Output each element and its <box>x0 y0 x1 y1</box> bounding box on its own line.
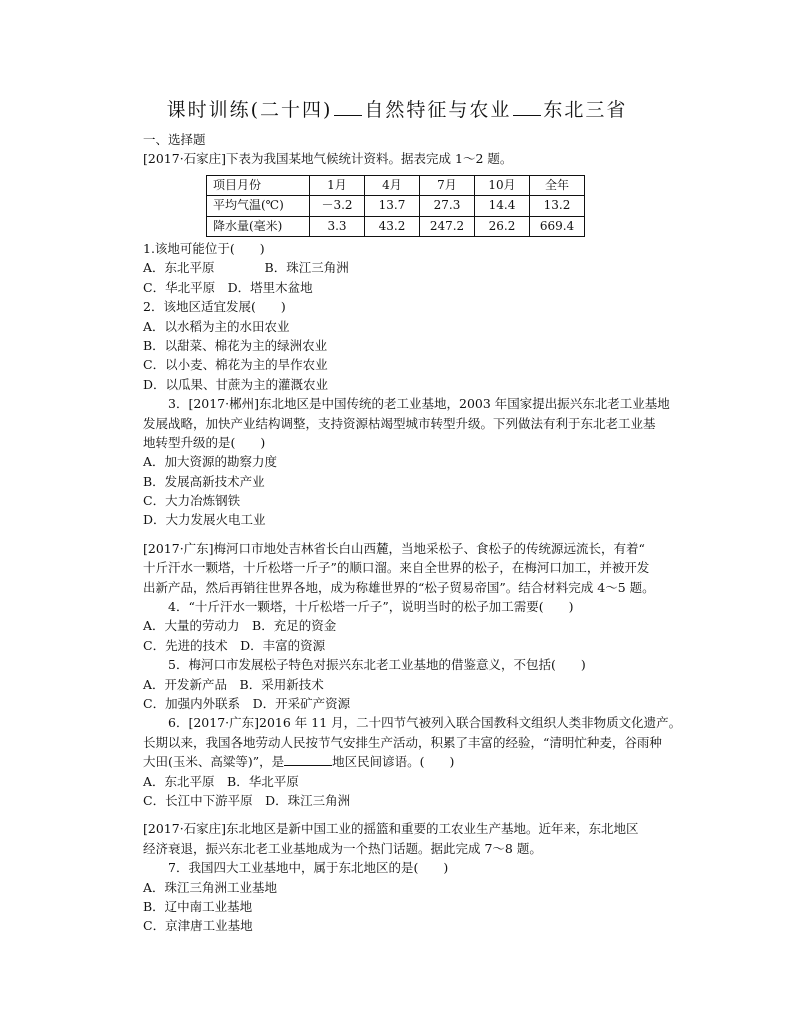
option-line: B．以甜菜、棉花为主的绿洲农业 <box>143 337 328 353</box>
question-4: 4．“十斤汗水一颗塔，十斤松塔一斤子”，说明当时的松子加工需要( ) <box>168 599 574 615</box>
intro-3: [2017·石家庄]东北地区是新中国工业的摇篮和重要的工农业生产基地。近年来，东北地区 <box>143 821 639 837</box>
table-cell: 247.2 <box>420 216 475 236</box>
table-cell: 26.2 <box>475 216 530 236</box>
option-line: D．大力发展火电工业 <box>143 512 266 528</box>
intro-2-cont: 出新产品，然后再销往世界各地，成为称雄世界的“松子贸易帝国”。结合材料完成 4～5 题。 <box>143 579 655 595</box>
option-line: A．加大资源的勘察力度 <box>143 454 278 470</box>
question-6-text-b: 地区民间谚语。( ) <box>332 754 455 770</box>
title-underline <box>513 101 541 116</box>
question-1: 1.该地可能位于( ) <box>143 241 265 256</box>
question-3-cont: 发展战略，加快产业结构调整，支持资源枯竭型城市转型升级。下列做法有利于东北老工业基 <box>143 415 656 431</box>
option-line: A．开发新产品 B．采用新技术 <box>143 676 324 692</box>
question-6-cont: 长期以来，我国各地劳动人民按节气安排生产活动，积累了丰富的经验，“清明忙种麦，谷雨种 <box>143 734 662 750</box>
question-7: 7．我国四大工业基地中，属于东北地区的是( ) <box>168 860 449 876</box>
table-cell: 669.4 <box>530 216 585 236</box>
option-line: B．辽中南工业基地 <box>143 898 253 914</box>
option-line: C．长江中下游平原 D．珠江三角洲 <box>143 792 351 808</box>
table-cell: 1月 <box>310 175 365 195</box>
option-line: C．华北平原 D．塔里木盆地 <box>143 279 313 295</box>
intro-2-cont: 十斤汗水一颗塔，十斤松塔一斤子”的顺口溜。来自全世界的松子，在梅河口加工，并被开发 <box>143 560 650 576</box>
exercise-content <box>143 130 683 936</box>
page-title <box>0 95 794 122</box>
question-6: 6．[2017·广东]2016 年 11 月，二十四节气被列入联合国教科文组织人类非物质文化遗产。 <box>168 715 682 731</box>
table-row <box>207 216 585 236</box>
table-cell: 7月 <box>420 175 475 195</box>
option-line: A．大量的劳动力 B．充足的资金 <box>143 618 337 634</box>
option-line: A．东北平原 B．华北平原 <box>143 773 299 789</box>
title-part-3: 东北三省 <box>543 99 628 121</box>
table-cell: 13.7 <box>365 196 420 216</box>
question-6-cont <box>143 752 683 771</box>
question-5: 5．梅河口市发展松子特色对振兴东北老工业基地的借鉴意义，不包括( ) <box>168 657 586 673</box>
climate-table <box>206 175 585 237</box>
table-header-row <box>207 175 585 195</box>
table-cell: 27.3 <box>420 196 475 216</box>
option-line: C．京津唐工业基地 <box>143 918 253 934</box>
title-part-2: 自然特征与农业 <box>364 99 512 121</box>
answer-blank <box>284 753 332 766</box>
table-cell: 平均气温(℃) <box>207 196 310 216</box>
question-3-cont: 地转型升级的是( ) <box>143 434 266 450</box>
option-line: C．加强内外联系 D．开采矿产资源 <box>143 695 351 711</box>
table-row <box>207 196 585 216</box>
title-part-1: 课时训练(二十四) <box>166 99 333 121</box>
option-line: C．大力冶炼钢铁 <box>143 493 241 509</box>
intro-2: [2017·广东]梅河口市地处吉林省长白山西麓，当地采松子、食松子的传统源远流长，有着“ <box>143 540 645 556</box>
option-line: B．发展高新技术产业 <box>143 473 265 489</box>
table-cell: 13.2 <box>530 196 585 216</box>
table-cell: 降水量(毫米) <box>207 216 310 236</box>
title-underline <box>334 101 362 116</box>
table-cell: 43.2 <box>365 216 420 236</box>
table-cell: 3.3 <box>310 216 365 236</box>
section-heading: 一、选择题 <box>143 132 206 147</box>
question-3: 3．[2017·郴州]东北地区是中国传统的老工业基地，2003 年国家提出振兴东北老工业基地 <box>168 396 670 412</box>
option-line: A．珠江三角洲工业基地 <box>143 879 278 895</box>
option-line: A．以水稻为主的水田农业 <box>143 318 290 334</box>
table-cell: 项目月份 <box>207 175 310 195</box>
option-line: D．以瓜果、甘蔗为主的灌溉农业 <box>143 376 329 392</box>
intro-1: [2017·石家庄]下表为我国某地气候统计资料。据表完成 1～2 题。 <box>143 151 513 167</box>
table-cell: 全年 <box>530 175 585 195</box>
option-line: C．以小麦、棉花为主的旱作农业 <box>143 357 328 373</box>
question-2: 2．该地区适宜发展( ) <box>143 299 286 315</box>
question-6-text-a: 大田(玉米、高粱等)”，是 <box>143 754 285 770</box>
table-cell: 4月 <box>365 175 420 195</box>
table-cell: 10月 <box>475 175 530 195</box>
table-cell: －3.2 <box>310 196 365 216</box>
option-line: A．东北平原 B．珠江三角洲 <box>143 260 349 276</box>
option-line: C．先进的技术 D．丰富的资源 <box>143 637 326 653</box>
intro-3-cont: 经济衰退，振兴东北老工业基地成为一个热门话题。据此完成 7～8 题。 <box>143 840 542 856</box>
table-cell: 14.4 <box>475 196 530 216</box>
